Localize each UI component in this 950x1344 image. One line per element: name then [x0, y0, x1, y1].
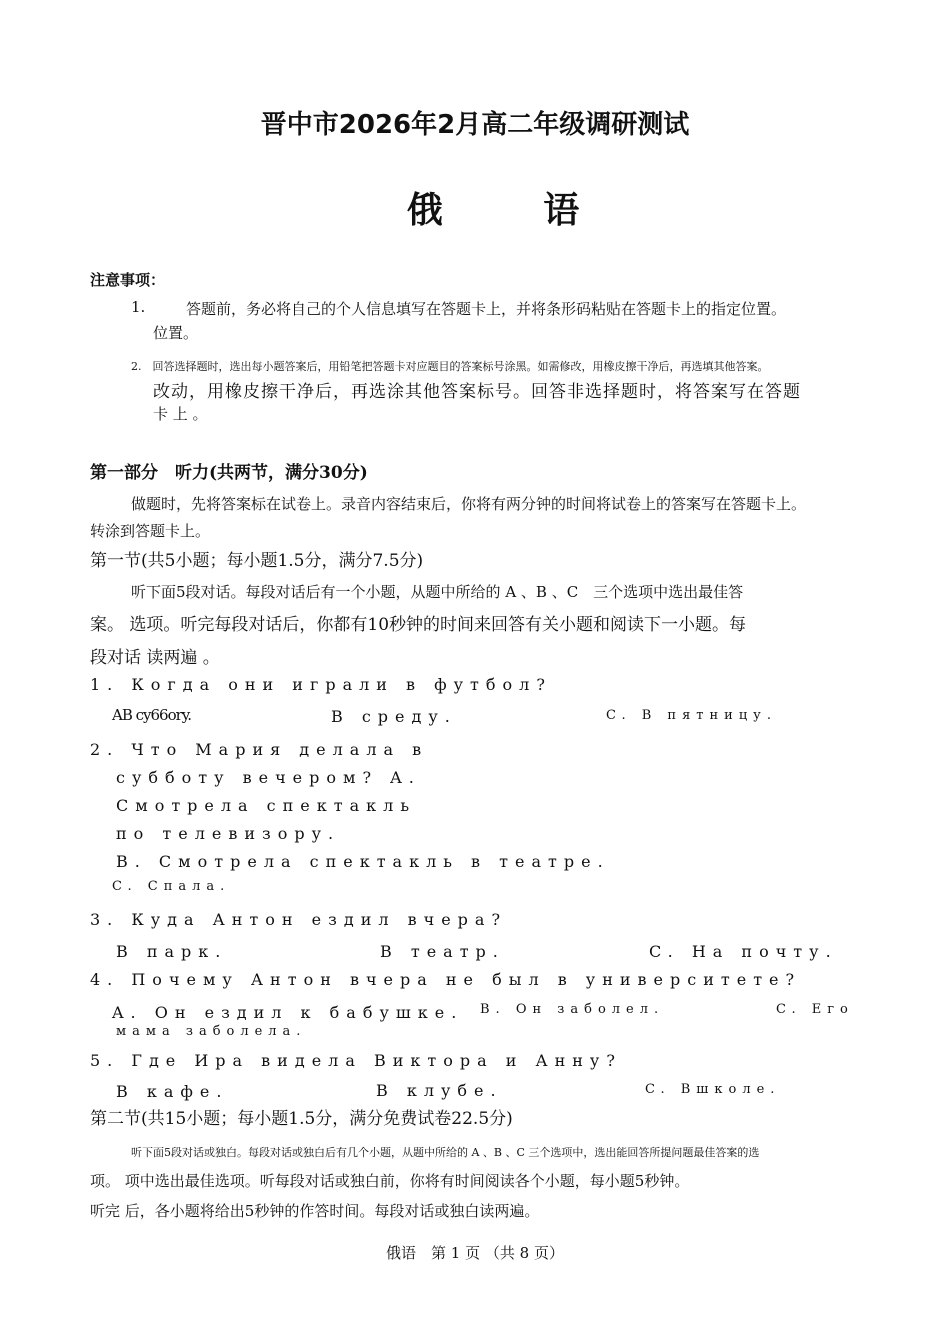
- question-2-option-a-cont: по телевизору.: [116, 824, 341, 843]
- page-footer: 俄语 第 1 页 （共 8 页）: [386, 1244, 564, 1262]
- question-5-option-a: В кафе.: [116, 1082, 229, 1101]
- note-2-line-1: 改动，用橡皮擦干净后，再选涂其他答案标号。回答非选择题时，将答案写在答题: [153, 382, 801, 402]
- section1-heading: 第一节(共5小题；每小题1.5分，满分7.5分): [90, 551, 424, 571]
- section2-instructions-line-1: 项。 项中选出最佳选项。听每段对话或独白前，你将有时间阅读各个小题，每小题5秒钟。: [90, 1172, 690, 1190]
- question-3: 3. Куда Антон ездил вчера?: [90, 910, 508, 929]
- question-4-option-c: C. Его: [776, 1002, 854, 1017]
- question-1: 1. Когда они играли в футбол?: [90, 675, 552, 694]
- section2-instructions-line-2: 听完 后，各小题将给出5秒钟的作答时间。每段对话或独白读两遍。: [90, 1202, 540, 1220]
- question-2-option-a: Смотрела спектакль: [116, 796, 417, 815]
- note-1-text: 答题前，务必将自己的个人信息填写在答题卡上，并将条形码粘贴在答题卡上的指定位置。: [186, 300, 787, 318]
- section2-heading: 第二节(共15小题；每小题1.5分，满分免费试卷22.5分): [90, 1109, 513, 1129]
- question-5-option-b: В клубе.: [376, 1081, 503, 1100]
- note-2-small-text: 2. 回答选择题时，选出每小题答案后，用铅笔把答题卡对应题目的答案标号涂黑。如需修改，用橡皮擦干净后，再选填其他答案。: [131, 360, 769, 373]
- question-2-option-c: C. Спала.: [112, 879, 231, 894]
- note-2-line-2: 卡 上 。: [153, 405, 208, 423]
- question-5: 5. Где Ира видела Виктора и Анну?: [90, 1051, 622, 1070]
- question-1-option-a: AB cy66ory.: [112, 706, 192, 724]
- question-1-option-b: В среду.: [331, 707, 457, 726]
- part1-intro-line-2: 转涂到答题卡上。: [90, 522, 211, 540]
- question-3-option-b: В театр.: [380, 942, 505, 961]
- question-3-option-c: C. На почту.: [649, 942, 838, 961]
- subject-title: 俄 语: [406, 190, 624, 231]
- section1-instructions-line-2: 案。 选项。听完每段对话后，你都有10秒钟的时间来回答有关小题和阅读下一小题。每: [90, 615, 747, 635]
- note-1-continued: 位置。: [153, 324, 199, 342]
- question-4-option-c-cont: мама заболела.: [116, 1024, 307, 1039]
- section1-instructions-line-1: 听下面5段对话。每段对话后有一个小题，从题中所给的 A 、B 、C 三个选项中选出最佳答: [131, 583, 744, 601]
- question-3-option-a: В парк.: [116, 942, 228, 961]
- exam-title: 晋中市2026年2月高二年级调研测试: [260, 110, 690, 140]
- section2-instructions-small: 听下面5段对话或独白。每段对话或独白后有几个小题，从题中所给的 A 、B 、C 三个选项中，选出能回答所提问题最佳答案的选: [131, 1146, 760, 1159]
- question-4-option-b: B. Он заболел.: [480, 1002, 665, 1017]
- part1-heading: 第一部分 听力(共两节，满分30分): [90, 463, 368, 483]
- question-2: 2. Что Мария делала в: [90, 740, 429, 759]
- question-4: 4. Почему Антон вчера не был в университете?: [90, 970, 802, 989]
- question-4-option-a: A. Он ездил к бабушке.: [112, 1003, 464, 1022]
- question-2-option-b: B. Смотрела спектакль в театре.: [116, 852, 610, 871]
- question-2-line-2: субботу вечером? A.: [116, 768, 421, 787]
- part1-intro-line-1: 做题时，先将答案标在试卷上。录音内容结束后，你将有两分钟的时间将试卷上的答案写在答题卡上。: [131, 495, 807, 513]
- notes-heading: 注意事项：: [90, 271, 166, 289]
- section1-instructions-line-3: 段对话 读两遍 。: [90, 648, 220, 668]
- note-1-number: 1.: [131, 298, 146, 316]
- question-5-option-c: C. Вшколе.: [645, 1082, 781, 1097]
- question-1-option-c: C. В пятницу.: [606, 708, 777, 723]
